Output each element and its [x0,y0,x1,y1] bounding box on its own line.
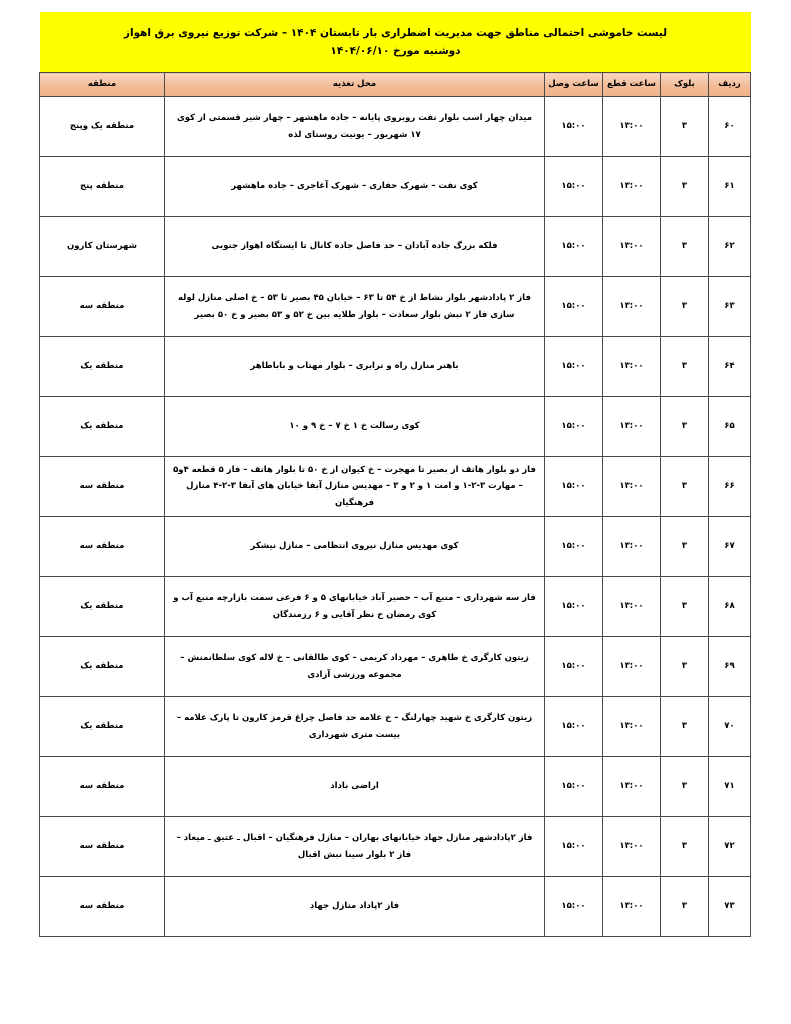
cell-location: فاز دو بلوار هاتف از بصیر تا مهجرت – خ کیوان از خ ۵۰ تا بلوار هاتف – فاز ۵ قطعه ۴و۵ – مهارت ۳-۲-۱ و امت ۱ و ۲ و ۳ – مهدیس منازل آبفا خیابان های آبفا ۳-۲-۴ منازل فرهنگیان [165,457,545,517]
table-row [40,637,751,697]
table-row [40,337,751,397]
cell-time-on: ۱۵:۰۰ [545,637,603,697]
cell-location: فاز ۲ پادادشهر بلوار نشاط از خ ۵۴ تا ۶۳ – خیابان ۴۵ بصیر تا ۵۳ – خ اصلی منازل لوله سازی فاز ۲ نبش بلوار سعادت – بلوار طلایه بین خ ۵۲ و ۵۳ بصیر و خ ۵۰ بصیر [165,277,545,337]
cell-time-off: ۱۳:۰۰ [603,217,661,277]
cell-row-number: ۶۰ [709,97,751,157]
table-header-row [40,73,751,97]
column-header-block: بلوک [661,73,709,97]
table-row [40,757,751,817]
cell-time-on: ۱۵:۰۰ [545,217,603,277]
table-row [40,397,751,457]
cell-block: ۳ [661,637,709,697]
cell-time-off: ۱۳:۰۰ [603,877,661,937]
table-row [40,457,751,517]
cell-location: اراضی باداد [165,757,545,817]
cell-zone: شهرستان کارون [40,217,165,277]
outage-schedule-table [39,72,751,937]
column-header-time-on: ساعت وصل [545,73,603,97]
cell-zone: منطقه یک [40,577,165,637]
cell-time-off: ۱۳:۰۰ [603,757,661,817]
table-row [40,97,751,157]
cell-row-number: ۷۰ [709,697,751,757]
cell-row-number: ۷۲ [709,817,751,877]
cell-row-number: ۶۴ [709,337,751,397]
cell-time-on: ۱۵:۰۰ [545,277,603,337]
cell-row-number: ۶۹ [709,637,751,697]
cell-time-on: ۱۵:۰۰ [545,97,603,157]
table-row [40,517,751,577]
cell-time-off: ۱۳:۰۰ [603,697,661,757]
cell-zone: منطقه یک [40,637,165,697]
cell-block: ۳ [661,157,709,217]
cell-zone: منطقه یک [40,397,165,457]
cell-row-number: ۶۲ [709,217,751,277]
cell-location: فاز سه شهرداری – منبع آب – حصیر آباد خیابانهای ۵ و ۶ فرعی سمت بازارچه منبع آب و کوی رمضان خ نظر آقایی و ۶ رزمندگان [165,577,545,637]
table-row [40,817,751,877]
cell-location: فاز ۲پاداد منازل جهاد [165,877,545,937]
cell-block: ۳ [661,577,709,637]
cell-time-off: ۱۳:۰۰ [603,817,661,877]
cell-block: ۳ [661,97,709,157]
table-row [40,697,751,757]
cell-zone: منطقه سه [40,817,165,877]
cell-row-number: ۶۳ [709,277,751,337]
document-title-line-1: لیست خاموشی احتمالی مناطق جهت مدیریت اضطراری بار تابستان ۱۴۰۴ – شرکت توزیع نیروی برق اهواز [123,26,668,39]
cell-zone: منطقه سه [40,757,165,817]
cell-location: باهنر منازل راه و ترابری – بلوار مهتاب و باباطاهر [165,337,545,397]
cell-time-on: ۱۵:۰۰ [545,457,603,517]
cell-time-off: ۱۳:۰۰ [603,97,661,157]
cell-zone: منطقه یک [40,337,165,397]
cell-block: ۳ [661,397,709,457]
cell-time-on: ۱۵:۰۰ [545,397,603,457]
cell-row-number: ۷۳ [709,877,751,937]
column-header-row-number: ردیف [709,73,751,97]
cell-location: میدان چهار اسب بلوار نفت روبروی پایانه – جاده ماهشهر – چهار شیر قسمتی از کوی ۱۷ شهریور – یونیت روستای لذه [165,97,545,157]
cell-location: فلکه بزرگ جاده آبادان – حد فاصل جاده کانال تا ایستگاه اهواز جنوبی [165,217,545,277]
cell-zone: منطقه پنج [40,157,165,217]
cell-location: زیتون کارگری خ شهید چهارلنگ – خ علامه حد فاصل چراغ قرمز کارون تا پارک علامه – بیست متری شهرداری [165,697,545,757]
cell-location: کوی رسالت خ ۱ خ ۷ – خ ۹ و ۱۰ [165,397,545,457]
cell-time-off: ۱۳:۰۰ [603,157,661,217]
cell-zone: منطقه یک وپنج [40,97,165,157]
cell-time-on: ۱۵:۰۰ [545,337,603,397]
table-body [40,97,751,937]
cell-zone: منطقه سه [40,457,165,517]
table-row [40,217,751,277]
column-header-zone: منطقه [40,73,165,97]
document-title-line-2: دوشنبه مورخ ۱۴۰۴/۰۶/۱۰ [330,45,461,57]
cell-location: کوی نفت – شهرک حفاری – شهرک آغاجری – جاده ماهشهر [165,157,545,217]
cell-time-on: ۱۵:۰۰ [545,157,603,217]
cell-block: ۳ [661,697,709,757]
cell-time-on: ۱۵:۰۰ [545,517,603,577]
cell-row-number: ۶۸ [709,577,751,637]
title-banner [40,12,751,72]
cell-location: کوی مهدیس منازل نیروی انتظامی – منازل نیشکر [165,517,545,577]
cell-block: ۳ [661,817,709,877]
table-row [40,277,751,337]
column-header-location: محل تغذیه [165,73,545,97]
cell-block: ۳ [661,457,709,517]
cell-block: ۳ [661,337,709,397]
cell-row-number: ۷۱ [709,757,751,817]
cell-time-on: ۱۵:۰۰ [545,757,603,817]
cell-time-off: ۱۳:۰۰ [603,577,661,637]
cell-zone: منطقه سه [40,277,165,337]
cell-row-number: ۶۶ [709,457,751,517]
cell-zone: منطقه یک [40,697,165,757]
cell-time-on: ۱۵:۰۰ [545,577,603,637]
cell-location: زیتون کارگری خ طاهری – مهرداد کریمی – کوی طالقانی – خ لاله کوی سلطانمنش – مجموعه ورزشی آزادی [165,637,545,697]
cell-time-off: ۱۳:۰۰ [603,337,661,397]
cell-row-number: ۶۱ [709,157,751,217]
cell-block: ۳ [661,517,709,577]
table-row [40,877,751,937]
cell-time-off: ۱۳:۰۰ [603,277,661,337]
cell-block: ۳ [661,277,709,337]
column-header-time-off: ساعت قطع [603,73,661,97]
cell-time-on: ۱۵:۰۰ [545,817,603,877]
cell-location: فاز ۲پادادشهر منازل جهاد خیابانهای بهاران – منازل فرهنگیان – اقبال ـ عتیق ـ میعاد – فاز ۲ بلوار سینا نبش اقبال [165,817,545,877]
cell-time-off: ۱۳:۰۰ [603,397,661,457]
cell-block: ۳ [661,757,709,817]
table-row [40,577,751,637]
cell-row-number: ۶۷ [709,517,751,577]
cell-block: ۳ [661,877,709,937]
cell-time-off: ۱۳:۰۰ [603,517,661,577]
table-header [40,73,751,97]
cell-time-on: ۱۵:۰۰ [545,877,603,937]
cell-zone: منطقه سه [40,877,165,937]
cell-time-off: ۱۳:۰۰ [603,457,661,517]
cell-zone: منطقه سه [40,517,165,577]
cell-time-on: ۱۵:۰۰ [545,697,603,757]
cell-block: ۳ [661,217,709,277]
table-row [40,157,751,217]
cell-row-number: ۶۵ [709,397,751,457]
cell-time-off: ۱۳:۰۰ [603,637,661,697]
